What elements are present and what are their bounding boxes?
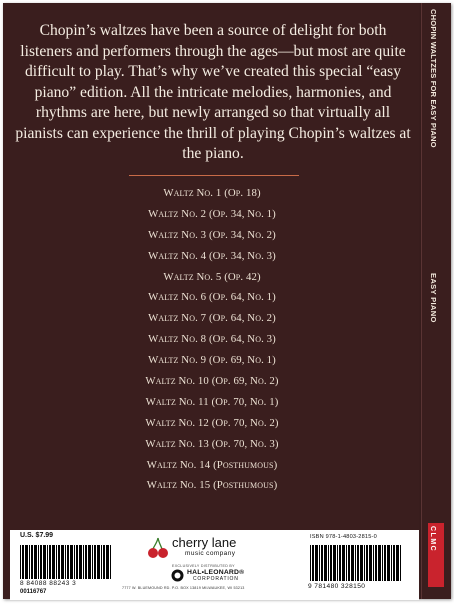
- barcode-bar: [348, 545, 350, 581]
- item-number: 00116767: [20, 589, 47, 595]
- barcode-bar: [106, 545, 109, 579]
- isbn-label: ISBN 978-1-4803-2815-0: [310, 534, 377, 540]
- barcode-bar: [101, 545, 102, 579]
- barcode-bar: [29, 545, 30, 579]
- contents-item: Waltz No. 2 (Op. 34, No. 1): [148, 207, 276, 220]
- barcode-bar: [61, 545, 64, 579]
- contents-list: [3, 183, 421, 496]
- barcode-bar: [31, 545, 33, 579]
- barcode-bar: [373, 545, 374, 581]
- barcode-bar: [22, 545, 24, 579]
- barcode-bar: [40, 545, 42, 579]
- barcode-bar: [328, 545, 329, 581]
- isbn-barcode: [310, 543, 410, 581]
- upc-barcode: [20, 541, 120, 579]
- barcode-bar: [70, 545, 73, 579]
- barcode-bar: [360, 545, 363, 581]
- barcode-bar: [20, 545, 21, 579]
- barcode-bar: [38, 545, 39, 579]
- back-matter-panel: [10, 530, 419, 600]
- barcode-bar: [88, 545, 91, 579]
- barcode-bar: [312, 545, 314, 581]
- barcode-bar: [67, 545, 69, 579]
- contents-item: Waltz No. 11 (Op. 70, No. 1): [145, 395, 279, 408]
- back-cover: [3, 3, 421, 599]
- barcode-bar: [355, 545, 356, 581]
- barcode-bar: [94, 545, 96, 579]
- barcode-bar: [369, 545, 372, 581]
- barcode-bar: [346, 545, 347, 581]
- spine-subtitle: EASY PIANO: [429, 273, 438, 323]
- barcode-bar: [357, 545, 359, 581]
- barcode-bar: [400, 545, 401, 581]
- barcode-bar: [393, 545, 395, 581]
- price-label: U.S. $7.99: [20, 532, 54, 539]
- barcode-bar: [79, 545, 82, 579]
- barcode-bar: [364, 545, 365, 581]
- contents-item: Waltz No. 6 (Op. 64, No. 1): [148, 291, 276, 304]
- barcode-bar: [34, 545, 37, 579]
- barcode-bar: [319, 545, 320, 581]
- upc-number: 8 84088 88243 3: [20, 580, 77, 587]
- contents-item: Waltz No. 1 (Op. 18): [163, 187, 261, 199]
- contents-item: Waltz No. 8 (Op. 64, No. 3): [148, 333, 276, 346]
- barcode-bar: [387, 545, 390, 581]
- distributor-corporation: CORPORATION: [193, 576, 239, 582]
- barcode-bar: [339, 545, 341, 581]
- barcode-bar: [391, 545, 392, 581]
- contents-item: Waltz No. 12 (Op. 70, No. 2): [145, 416, 279, 429]
- contents-item: Waltz No. 14 (Posthumous): [146, 458, 278, 471]
- barcode-bar: [333, 545, 336, 581]
- barcode-bar: [110, 545, 111, 579]
- barcode-bar: [366, 545, 368, 581]
- barcode-bar: [375, 545, 377, 581]
- barcode-bar: [83, 545, 84, 579]
- barcode-bar: [43, 545, 46, 579]
- barcode-bar: [103, 545, 105, 579]
- contents-item: Waltz No. 3 (Op. 34, No. 2): [148, 228, 276, 241]
- barcode-bar: [97, 545, 100, 579]
- contents-item: Waltz No. 4 (Op. 34, No. 3): [148, 249, 276, 262]
- barcode-bar: [342, 545, 345, 581]
- barcode-bar: [58, 545, 60, 579]
- barcode-bar: [92, 545, 93, 579]
- ean-number: 9 781480 328150: [308, 583, 366, 590]
- barcode-bar: [85, 545, 87, 579]
- contents-item: Waltz No. 10 (Op. 69, No. 2): [145, 375, 279, 388]
- hal-leonard-logo: [171, 569, 261, 583]
- contents-item: Waltz No. 13 (Op. 70, No. 3): [145, 437, 279, 450]
- barcode-bar: [49, 545, 51, 579]
- publisher-name: cherry lane: [172, 535, 237, 550]
- distributed-by-label: EXCLUSIVELY DISTRIBUTED BY: [172, 564, 235, 568]
- publisher-spine-logo: [428, 523, 444, 587]
- barcode-bar: [310, 545, 311, 581]
- barcode-bar: [74, 545, 75, 579]
- barcode-bar: [396, 545, 399, 581]
- barcode-bar: [56, 545, 57, 579]
- barcode-bar: [65, 545, 66, 579]
- barcode-bar: [25, 545, 28, 579]
- book-spine: [421, 3, 451, 599]
- divider-rule: [129, 175, 299, 176]
- contents-item: Waltz No. 15 (Posthumous): [146, 479, 278, 492]
- barcode-bar: [76, 545, 78, 579]
- cherry-icon: [146, 536, 170, 560]
- barcode-bar: [351, 545, 354, 581]
- barcode-bar: [384, 545, 386, 581]
- barcode-bar: [324, 545, 327, 581]
- contents-item: Waltz No. 7 (Op. 64, No. 2): [148, 312, 276, 325]
- spine-title: CHOPIN WALTZES FOR EASY PIANO: [429, 9, 438, 148]
- spine-logo-text: CLMC: [429, 526, 436, 553]
- barcode-bar: [337, 545, 338, 581]
- publisher-subtitle: music company: [185, 550, 236, 557]
- barcode-bar: [330, 545, 332, 581]
- barcode-bar: [378, 545, 381, 581]
- hal-leonard-emblem-icon: [171, 569, 184, 582]
- barcode-bar: [52, 545, 55, 579]
- barcode-bar: [321, 545, 323, 581]
- distributor-address: 7777 W. BLUEMOUND RD. P.O. BOX 13819 MILWAUKEE, WI 53213: [122, 586, 245, 590]
- cherry-lane-logo: [146, 534, 286, 564]
- barcode-bar: [47, 545, 48, 579]
- barcode-bar: [315, 545, 318, 581]
- distributor-name: HAL•LEONARD®: [187, 569, 245, 576]
- contents-item: Waltz No. 5 (Op. 42): [163, 270, 261, 283]
- contents-item: Waltz No. 9 (Op. 69, No. 1): [148, 354, 276, 367]
- barcode-bar: [382, 545, 383, 581]
- cover-blurb: Chopin’s waltzes have been a source of delight for both listeners and performers through the ages—but most are quite difficult to play. That’s why we’ve created this special “easy piano” edition. All the intricate melodies, harmonies, and rhythms are here, but newly arranged so that virtually all pianists can experience the thrill of playing Chopin’s waltzes at the piano.: [15, 22, 411, 162]
